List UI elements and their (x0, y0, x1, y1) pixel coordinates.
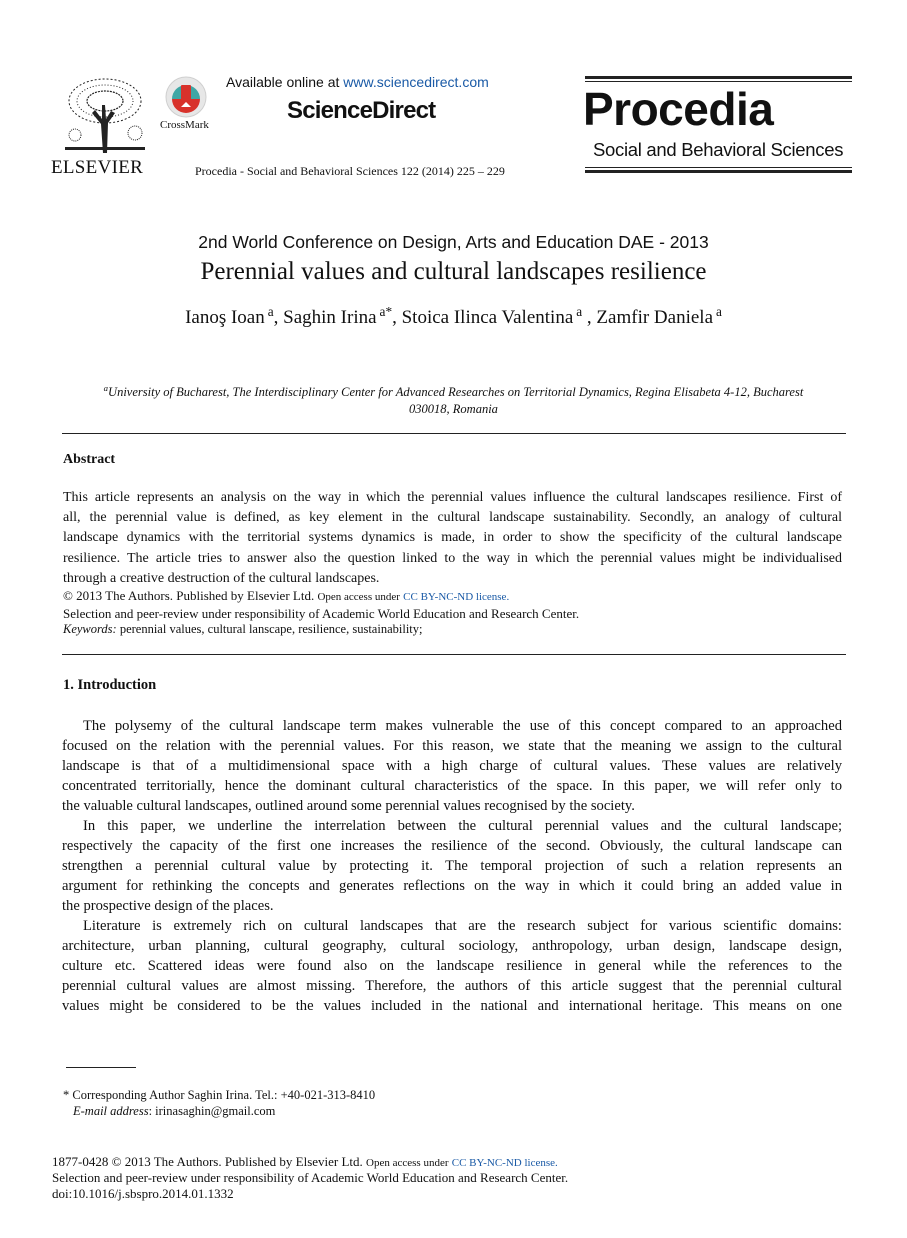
license-link[interactable]: CC BY-NC-ND license. (403, 591, 510, 603)
procedia-subtitle: Social and Behavioral Sciences (593, 139, 844, 160)
paragraph-line: perennial cultural values are almost missing. Therefore, the authors of this article suggest that the perennial cultural (62, 978, 842, 994)
paragraph-line: Literature is extremely rich on cultural landscapes that are the research subject for various scientific domains: (83, 918, 842, 934)
sciencedirect-logo: ScienceDirect (287, 97, 436, 124)
footer-doi[interactable]: doi:10.1016/j.sbspro.2014.01.1332 (52, 1186, 234, 1201)
elsevier-wordmark: ELSEVIER (51, 157, 144, 178)
abstract-peer-review: Selection and peer-review under responsibility of Academic World Education and Research Center. (63, 606, 580, 621)
author-affiliation-mark: a* (379, 303, 393, 319)
crossmark-icon (164, 75, 208, 119)
author-name: Ianoş Ioan (185, 307, 265, 328)
header-rule-bottom-2 (585, 170, 852, 173)
footnote-email: E-mail address: irinasaghin@gmail.com (73, 1104, 276, 1118)
crossmark-label: CrossMark (160, 119, 209, 131)
footnote-rule (66, 1067, 136, 1068)
page-title: Perennial values and cultural landscapes resilience (200, 258, 707, 285)
footer-peer-review: Selection and peer-review under responsibility of Academic World Education and Research Center. (52, 1170, 569, 1185)
keywords: Keywords: perennial values, cultural lanscape, resilience, sustainability; (63, 622, 423, 636)
abstract-bottom-rule (62, 654, 846, 655)
abstract-line: landscape dynamics with the territorial systems dynamics is made, in order to show the specificity of the cultural landscape (63, 530, 842, 546)
paragraph-line: values might be considered to be the values included in the national and international heritage. This means on one (62, 998, 842, 1014)
sciencedirect-link[interactable]: www.sciencedirect.com (343, 74, 489, 90)
abstract-copyright: © 2013 The Authors. Published by Elsevier Ltd. Open access under CC BY-NC-ND license. (63, 588, 510, 603)
paragraph-line: strengthen a perennial cultural value by protecting it. The temporal projection of such a relation represents an (62, 858, 842, 874)
abstract-body (63, 488, 842, 589)
header-rule-bottom (585, 167, 852, 168)
conference-name: 2nd World Conference on Design, Arts and Education DAE - 2013 (198, 232, 709, 252)
paragraph-line: culture etc. Scattered ideas were found also on the landscape resilience in general while the references to the (62, 958, 842, 974)
header-rule-top (585, 76, 852, 79)
section-heading: 1. Introduction (63, 677, 157, 693)
abstract-line: This article represents an analysis on the way in which the perennial values influence the cultural landscapes resilience. First of (63, 490, 842, 505)
paragraph-line: the prospective design of the places. (62, 898, 274, 914)
crossmark-badge[interactable] (160, 75, 216, 135)
paragraph-line: landscape is that of a multidimensional space with a high charge of cultural values. These values are relatively (62, 758, 842, 774)
procedia-title: Procedia (583, 83, 774, 135)
author-affiliation-mark: a (267, 303, 274, 319)
footer-issn: 1877-0428 © 2013 The Authors. Published by Elsevier Ltd. Open access under CC BY-NC-ND license. (52, 1154, 558, 1169)
abstract-heading: Abstract (63, 452, 116, 467)
footer-license-link[interactable]: CC BY-NC-ND license. (451, 1157, 558, 1169)
elsevier-tree-icon (55, 75, 155, 155)
author-name: Zamfir Daniela (596, 307, 714, 328)
abstract-line: all, the perennial value is defined, as key element in the cultural landscape sustainability. Secondly, an analogy of cultural (63, 510, 842, 526)
paragraph-line: The polysemy of the cultural landscape term makes vulnerable the use of this concept compared to an approached (83, 718, 842, 734)
paragraph-line: respectively the capacity of the first one increases the resilience of the second. Obviously, the cultural landscape can (62, 838, 842, 854)
paragraph-line: argument for rethinking the concepts and generates reflections on the way in which it could bring an added value in (62, 878, 842, 894)
author-list: Ianoş Ioan $^a$, Saghin Irina $^{a*}$, Stoica Ilinca Valentina $^a$ , Zamfir Daniela $^a$ (185, 303, 722, 328)
footnote-corresponding: * Corresponding Author Saghin Irina. Tel.: +40-021-313-8410 (63, 1088, 376, 1102)
author-name: Saghin Irina (283, 307, 377, 328)
author-name: Stoica Ilinca Valentina (401, 307, 574, 328)
affiliation: $^a$University of Bucharest, The Interdisciplinary Center for Advanced Researches on Territorial Dynamics, Regina Elisabeta 4-12, Bucharest 030018, Romania (103, 382, 804, 416)
paragraph-line: the valuable cultural landscapes, outlined around some perennial values recognised by the society. (62, 798, 635, 814)
paragraph-line: In this paper, we underline the interrelation between the cultural perennial values and the cultural landscape; (83, 818, 842, 834)
abstract-line: resilience. The article tries to answer also the question linked to the way in which the perennial values might be individualised (63, 550, 842, 566)
paragraph-line: concentrated territorially, hence the dominant cultural characteristics of the space. In this paper, we will refer only to (62, 778, 842, 794)
intro-body (62, 716, 842, 1016)
available-online: Available online at www.sciencedirect.com (226, 74, 489, 90)
paragraph-line: focused on the relation with the perennial values. For this reason, we state that the meaning we assign to the cultural (62, 738, 842, 754)
journal-citation: Procedia - Social and Behavioral Sciences 122 (2014) 225 – 229 (195, 164, 505, 178)
elsevier-logo (51, 75, 155, 178)
abstract-top-rule (62, 433, 846, 434)
header-rule-top-2 (585, 81, 852, 82)
abstract-line: through a creative destruction of the cultural landscapes. (63, 570, 380, 586)
author-affiliation-mark: a (716, 303, 722, 319)
author-affiliation-mark: a (576, 303, 583, 319)
paragraph-line: architecture, urban planning, cultural geography, cultural sociology, anthropology, urban design, landscape design, (62, 938, 842, 954)
